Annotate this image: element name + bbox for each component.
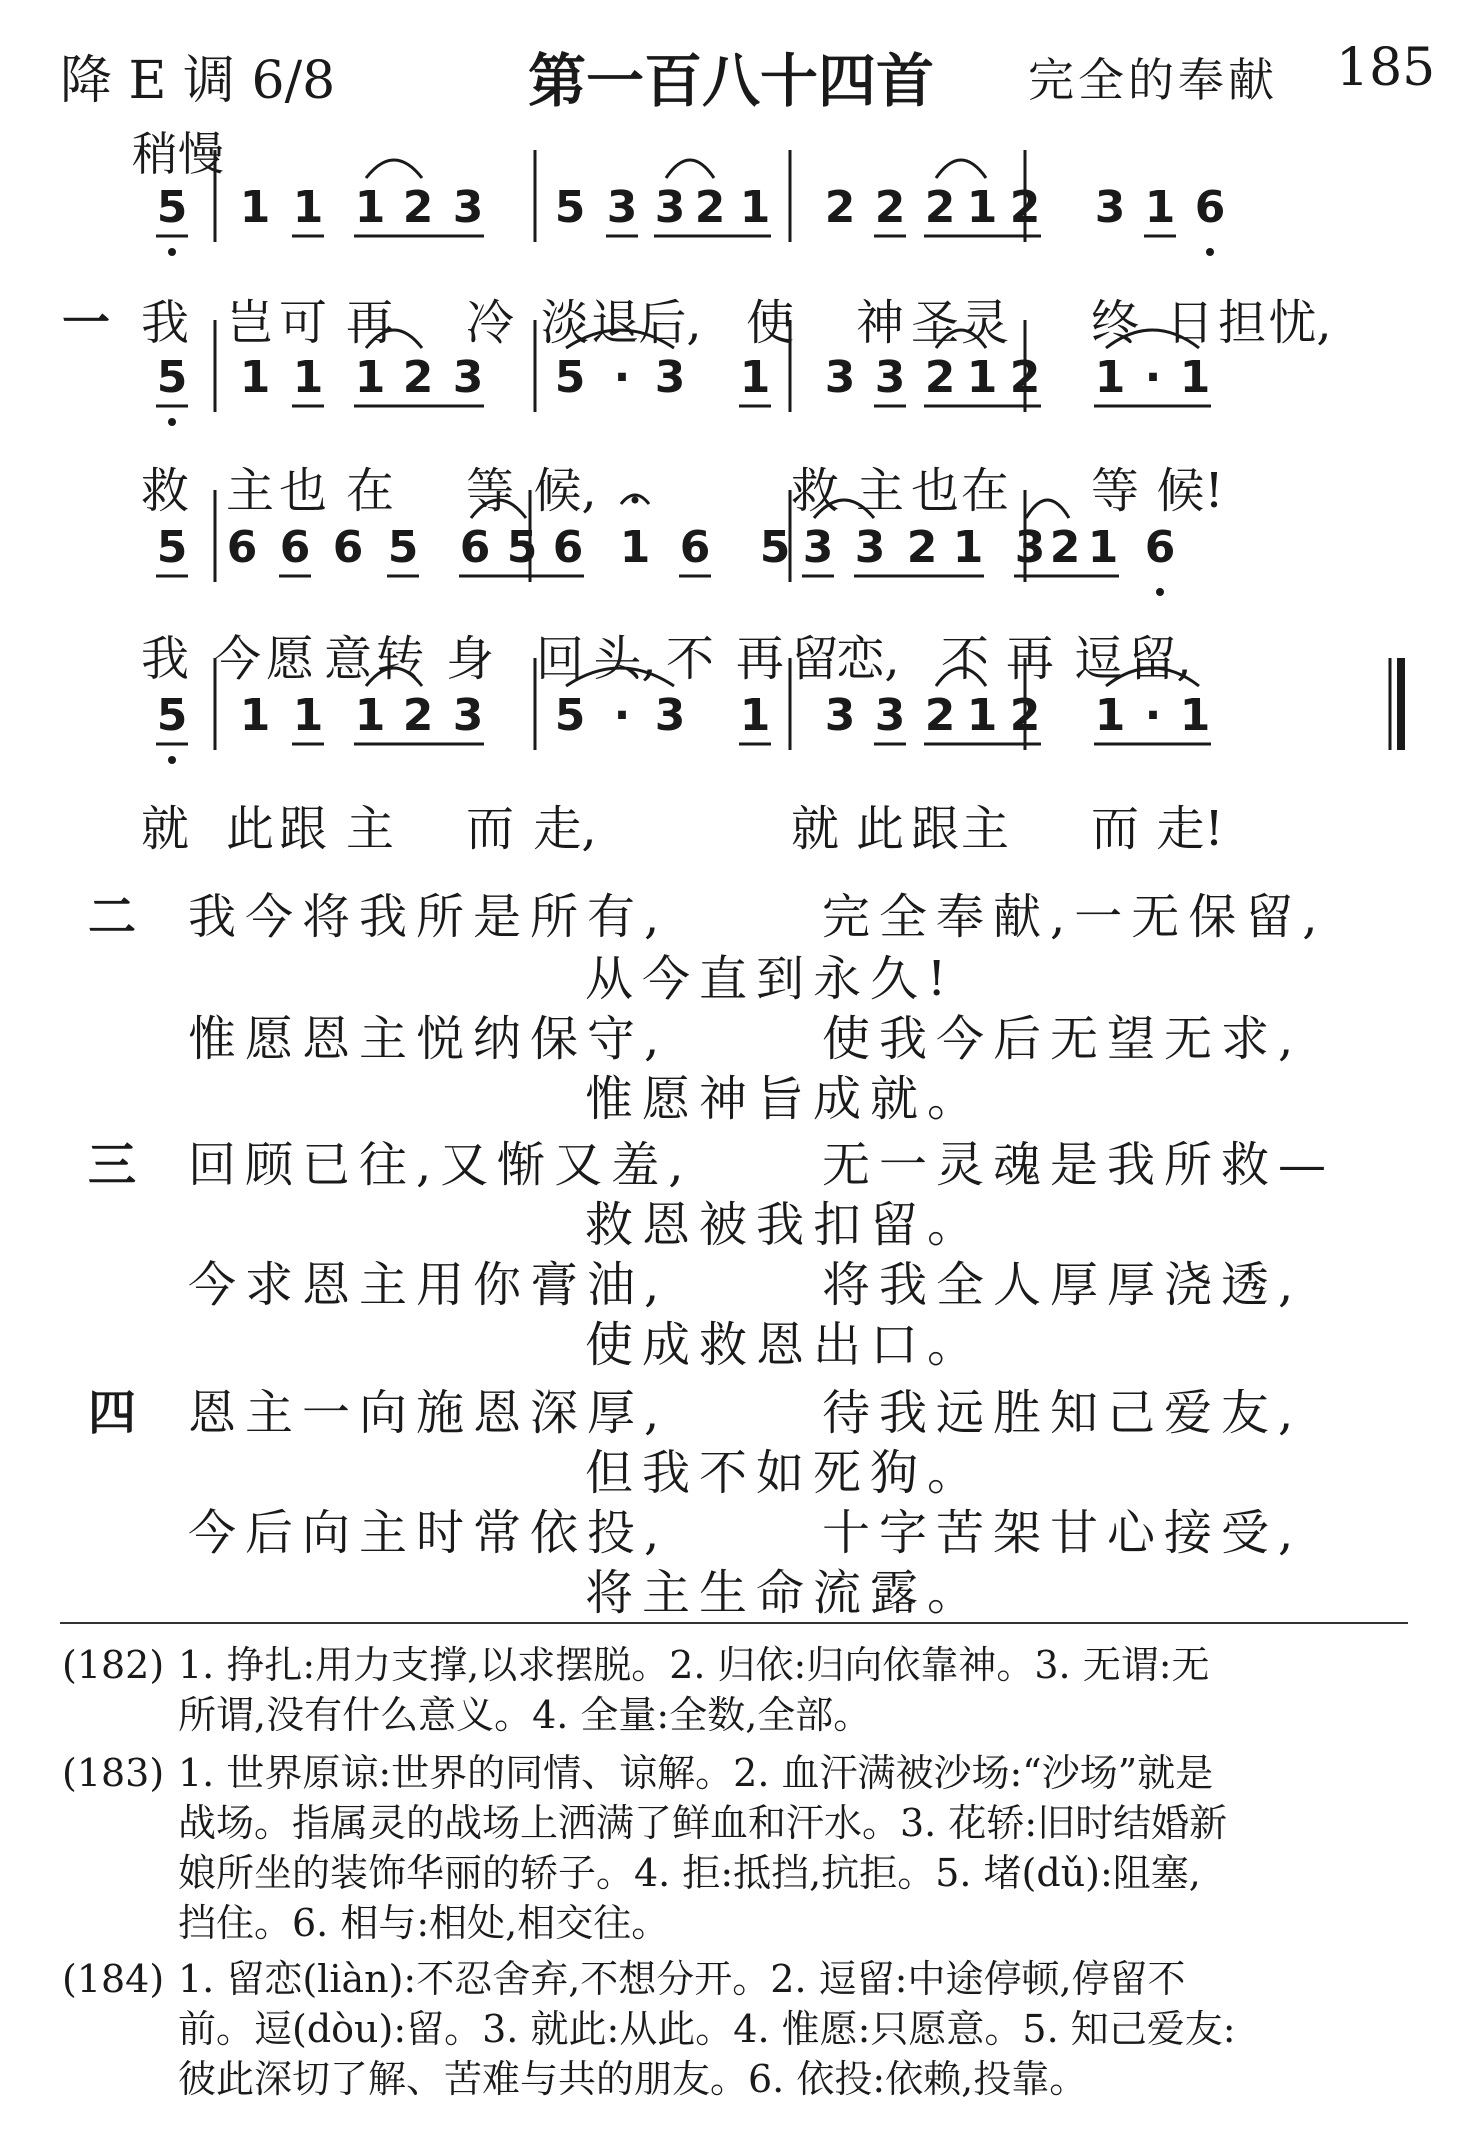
note: 5 — [554, 352, 586, 403]
footnote-line: 前。逗(dòu):留。3. 就此:从此。4. 惟愿:只愿意。5. 知己爱友: — [178, 2007, 1236, 2051]
lyric-syllable: 意 — [323, 631, 373, 687]
hymn-subtitle: 完全的奉献 — [1028, 53, 1278, 107]
lyric-syllable: 头, — [593, 631, 657, 687]
lyric-syllable: 候! — [1156, 463, 1224, 519]
lyric-syllable: 日 — [1165, 295, 1215, 351]
note: 1 — [354, 182, 386, 233]
slur-arc — [814, 500, 874, 518]
note: 5 — [759, 522, 791, 573]
footnote-line: 娘所坐的装饰华丽的轿子。4. 拒:抵挡,抗拒。5. 堵(dǔ):阻塞, — [178, 1851, 1201, 1895]
hymn-title: 第一百八十四首 — [528, 47, 935, 115]
footnote-label: (182) — [62, 1643, 165, 1687]
note: 6 — [1144, 522, 1176, 573]
lyric-syllable: 回 — [535, 631, 585, 687]
footnote-line: 1. 世界原谅:世界的同情、谅解。2. 血汗满被沙场:“沙场”就是 — [178, 1751, 1214, 1795]
footnote-label: (184) — [62, 1957, 165, 2001]
lyric-syllable: 跟 — [910, 801, 960, 857]
verse-2-line-3: 从今直到永久! — [585, 951, 956, 1007]
music-line-1 — [150, 160, 1405, 270]
note: 1 — [354, 690, 386, 741]
note: 3 — [606, 182, 638, 233]
footnote-line: 彼此深切了解、苦难与共的朋友。6. 依投:依赖,投靠。 — [178, 2057, 1088, 2101]
footnote-label: (183) — [62, 1751, 165, 1795]
note: 2 — [694, 182, 726, 233]
note: 1 — [739, 182, 771, 233]
key-time-signature: 降 E 调 6/8 — [60, 51, 336, 111]
slur-arc — [936, 668, 986, 686]
note: 3 — [874, 352, 906, 403]
lyric-syllable: 而 — [465, 801, 515, 857]
note: 3 — [654, 182, 686, 233]
lyric-syllable: 神 — [855, 295, 905, 351]
lyric-syllable: 就 — [140, 801, 190, 857]
note: 3 — [654, 352, 686, 403]
footnote-line: 所谓,没有什么意义。4. 全量:全数,全部。 — [178, 1693, 872, 1737]
note: 6 — [552, 522, 584, 573]
lyric-syllable: 候, — [533, 463, 597, 519]
lyric-syllable: 岂 — [225, 295, 275, 351]
note: 3 — [1094, 182, 1126, 233]
lyric-syllable: 再 — [345, 295, 395, 351]
verse-number-3: 三 — [88, 1137, 137, 1193]
note: 1 — [739, 352, 771, 403]
verse-4-line-6: 将主生命流露。 — [585, 1565, 985, 1621]
lyric-syllable: 淡 — [540, 295, 590, 351]
verse-4-line-3: 但我不如死狗。 — [585, 1445, 985, 1501]
slur-arc — [1026, 500, 1069, 518]
footnote-183 — [62, 1748, 1412, 1948]
footnote-184 — [62, 1954, 1412, 2104]
note: 2 — [1009, 352, 1041, 403]
note: 1 — [619, 522, 651, 573]
note: · — [613, 352, 631, 403]
note: 5 — [156, 690, 188, 741]
slur-arc — [936, 160, 986, 178]
verse-number-1: 一 — [62, 295, 111, 351]
slur-arc — [936, 330, 986, 348]
verse-4-line-4: 今后向主时常依投, — [188, 1505, 669, 1561]
lyric-syllable: 再 — [735, 631, 785, 687]
note: 1 — [1094, 352, 1126, 403]
lyric-syllable: 可 — [278, 295, 328, 351]
note: 1 — [1087, 522, 1119, 573]
verse-3-line-2: 无一灵魂是我所救— — [822, 1137, 1336, 1193]
lyric-syllable: 此 — [225, 801, 275, 857]
note: 2 — [924, 690, 956, 741]
tempo-marking: 稍慢 — [132, 127, 224, 181]
lyric-syllable: 逗 — [1073, 631, 1123, 687]
footnote-divider — [60, 1622, 1408, 1624]
slur-arc — [666, 160, 714, 178]
note: 3 — [874, 690, 906, 741]
slur-arc — [1106, 330, 1199, 348]
note: · — [1144, 352, 1162, 403]
lyric-syllable: 跟 — [278, 801, 328, 857]
note: 1 — [1179, 352, 1211, 403]
note: 6 — [226, 522, 258, 573]
slur-arc — [1106, 668, 1199, 686]
note: 1 — [239, 690, 271, 741]
lyric-syllable: 我 — [140, 631, 190, 687]
verse-2-line-4: 惟愿恩主悦纳保守, — [188, 1011, 669, 1067]
verse-4-line-1: 恩主一向施恩深厚, — [188, 1385, 669, 1441]
note: 3 — [452, 352, 484, 403]
note: 6 — [332, 522, 364, 573]
verse-number-4: 四 — [88, 1385, 137, 1441]
note: 3 — [654, 690, 686, 741]
lyric-syllable: 就 — [790, 801, 840, 857]
verse-2-line-2: 完全奉献,一无保留, — [822, 889, 1327, 945]
fermata-dot — [632, 497, 639, 504]
verse-3-line-6: 使成救恩出口。 — [585, 1317, 985, 1373]
slur-arc — [566, 668, 674, 686]
note: 5 — [156, 522, 188, 573]
music-line-3 — [150, 500, 1405, 610]
note: 1 — [292, 352, 324, 403]
lyric-syllable: 不 — [665, 631, 715, 687]
verse-3-line-5: 将我全人厚厚浇透, — [822, 1257, 1303, 1313]
verse-2-line-1: 我今将我所是所有, — [188, 889, 669, 945]
lyric-syllable: 今 — [212, 631, 262, 687]
slur-arc — [471, 500, 526, 518]
lyric-syllable: 身 — [445, 631, 495, 687]
lyric-syllable: 灵 — [960, 295, 1010, 351]
lyric-syllable: 圣 — [910, 295, 960, 351]
lyric-syllable: 救 — [140, 463, 190, 519]
lyric-syllable: 恋, — [836, 631, 900, 687]
note: 3 — [452, 182, 484, 233]
verse-3-line-1: 回顾已往,又惭又羞, — [188, 1137, 693, 1193]
lyric-syllable: 走! — [1156, 801, 1224, 857]
lyric-syllable: 退 — [590, 295, 640, 351]
note: 3 — [854, 522, 886, 573]
verse-3-line-3: 救恩被我扣留。 — [585, 1197, 985, 1253]
verse-2-line-6: 惟愿神旨成就。 — [585, 1071, 985, 1127]
lyric-syllable: 愿 — [265, 631, 315, 687]
lyric-line-4 — [0, 790, 1470, 857]
note: 2 — [924, 182, 956, 233]
lyric-syllable: 等 — [1090, 463, 1140, 519]
lyric-syllable: 主 — [855, 463, 905, 519]
note: 1 — [354, 352, 386, 403]
lyric-syllable: 而 — [1090, 801, 1140, 857]
note: 6 — [279, 522, 311, 573]
note: 1 — [952, 522, 984, 573]
verse-2-line-5: 使我今后无望无求, — [822, 1011, 1303, 1067]
lyric-syllable: 忧, — [1268, 295, 1332, 351]
lyric-syllable: 走, — [533, 801, 597, 857]
note: 5 — [554, 690, 586, 741]
note: 5 — [554, 182, 586, 233]
music-line-2 — [150, 330, 1405, 440]
note: 2 — [1009, 690, 1041, 741]
lyric-syllable: 使 — [745, 295, 795, 351]
lyric-syllable: 转 — [375, 631, 425, 687]
note: 3 — [802, 522, 834, 573]
note: 2 — [402, 182, 434, 233]
slur-arc — [366, 160, 422, 178]
lyric-syllable: 也 — [910, 463, 960, 519]
note: 1 — [1094, 690, 1126, 741]
note: 1 — [292, 182, 324, 233]
note: 2 — [402, 690, 434, 741]
note: 1 — [239, 352, 271, 403]
hymn-number: 185 — [1336, 38, 1436, 98]
lyric-syllable: 救 — [790, 463, 840, 519]
note: 3 — [1014, 522, 1046, 573]
octave-dot — [168, 418, 176, 426]
octave-dot — [168, 756, 176, 764]
note: 2 — [1049, 522, 1081, 573]
lyric-syllable: 等 — [465, 463, 515, 519]
note: 2 — [824, 182, 856, 233]
lyric-syllable: 留 — [790, 631, 840, 687]
lyric-syllable: 再 — [1005, 631, 1055, 687]
footnote-line: 挡住。6. 相与:相处,相交往。 — [178, 1901, 670, 1945]
lyric-syllable: 我 — [140, 295, 190, 351]
note: 2 — [874, 182, 906, 233]
note: 1 — [966, 182, 998, 233]
verse-3-line-4: 今求恩主用你膏油, — [188, 1257, 669, 1313]
lyric-syllable: 担 — [1217, 295, 1267, 351]
note: 2 — [924, 352, 956, 403]
lyric-syllable: 也 — [278, 463, 328, 519]
note: 1 — [739, 690, 771, 741]
footnote-line: 战场。指属灵的战场上洒满了鲜血和汗水。3. 花轿:旧时结婚新 — [178, 1801, 1228, 1845]
note: 5 — [156, 182, 188, 233]
lyric-syllable: 此 — [855, 801, 905, 857]
note: 6 — [1194, 182, 1226, 233]
note: 6 — [679, 522, 711, 573]
note: 2 — [402, 352, 434, 403]
footnote-line: 1. 挣扎:用力支撑,以求摆脱。2. 归依:归向依靠神。3. 无谓:无 — [178, 1643, 1210, 1687]
footnote-line: 1. 留恋(liàn):不忍舍弃,不想分开。2. 逗留:中途停顿,停留不 — [178, 1957, 1186, 2001]
note: 3 — [824, 690, 856, 741]
note: · — [1144, 690, 1162, 741]
lyric-syllable: 后, — [638, 295, 702, 351]
lyric-syllable: 留, — [1128, 631, 1192, 687]
note: 1 — [1179, 690, 1211, 741]
octave-dot — [168, 248, 176, 256]
note: 5 — [387, 522, 419, 573]
note: 1 — [966, 352, 998, 403]
note: 1 — [1144, 182, 1176, 233]
lyric-syllable: 终 — [1090, 295, 1140, 351]
slur-arc — [366, 330, 422, 348]
note: 6 — [459, 522, 491, 573]
lyric-syllable: 主 — [345, 801, 395, 857]
lyric-syllable: 在 — [960, 463, 1010, 519]
note: 5 — [506, 522, 538, 573]
note: 5 — [156, 352, 188, 403]
slur-arc — [566, 330, 674, 348]
lyric-syllable: 不 — [940, 631, 990, 687]
note: · — [613, 690, 631, 741]
music-line-4 — [150, 668, 1405, 778]
note: 3 — [452, 690, 484, 741]
lyric-syllable: 在 — [345, 463, 395, 519]
note: 2 — [1009, 182, 1041, 233]
lyric-syllable: 冷 — [465, 295, 515, 351]
lyric-syllable: 主 — [225, 463, 275, 519]
verse-number-2: 二 — [88, 889, 137, 945]
note: 1 — [966, 690, 998, 741]
verse-4-line-5: 十字苦架甘心接受, — [822, 1505, 1303, 1561]
footnote-182 — [62, 1640, 1412, 1740]
verse-4-line-2: 待我远胜知己爱友, — [822, 1385, 1303, 1441]
lyric-syllable: 主 — [960, 801, 1010, 857]
note: 1 — [292, 690, 324, 741]
note: 3 — [824, 352, 856, 403]
note: 2 — [906, 522, 938, 573]
octave-dot — [1206, 248, 1214, 256]
octave-dot — [1156, 588, 1164, 596]
slur-arc — [366, 668, 422, 686]
note: 1 — [239, 182, 271, 233]
